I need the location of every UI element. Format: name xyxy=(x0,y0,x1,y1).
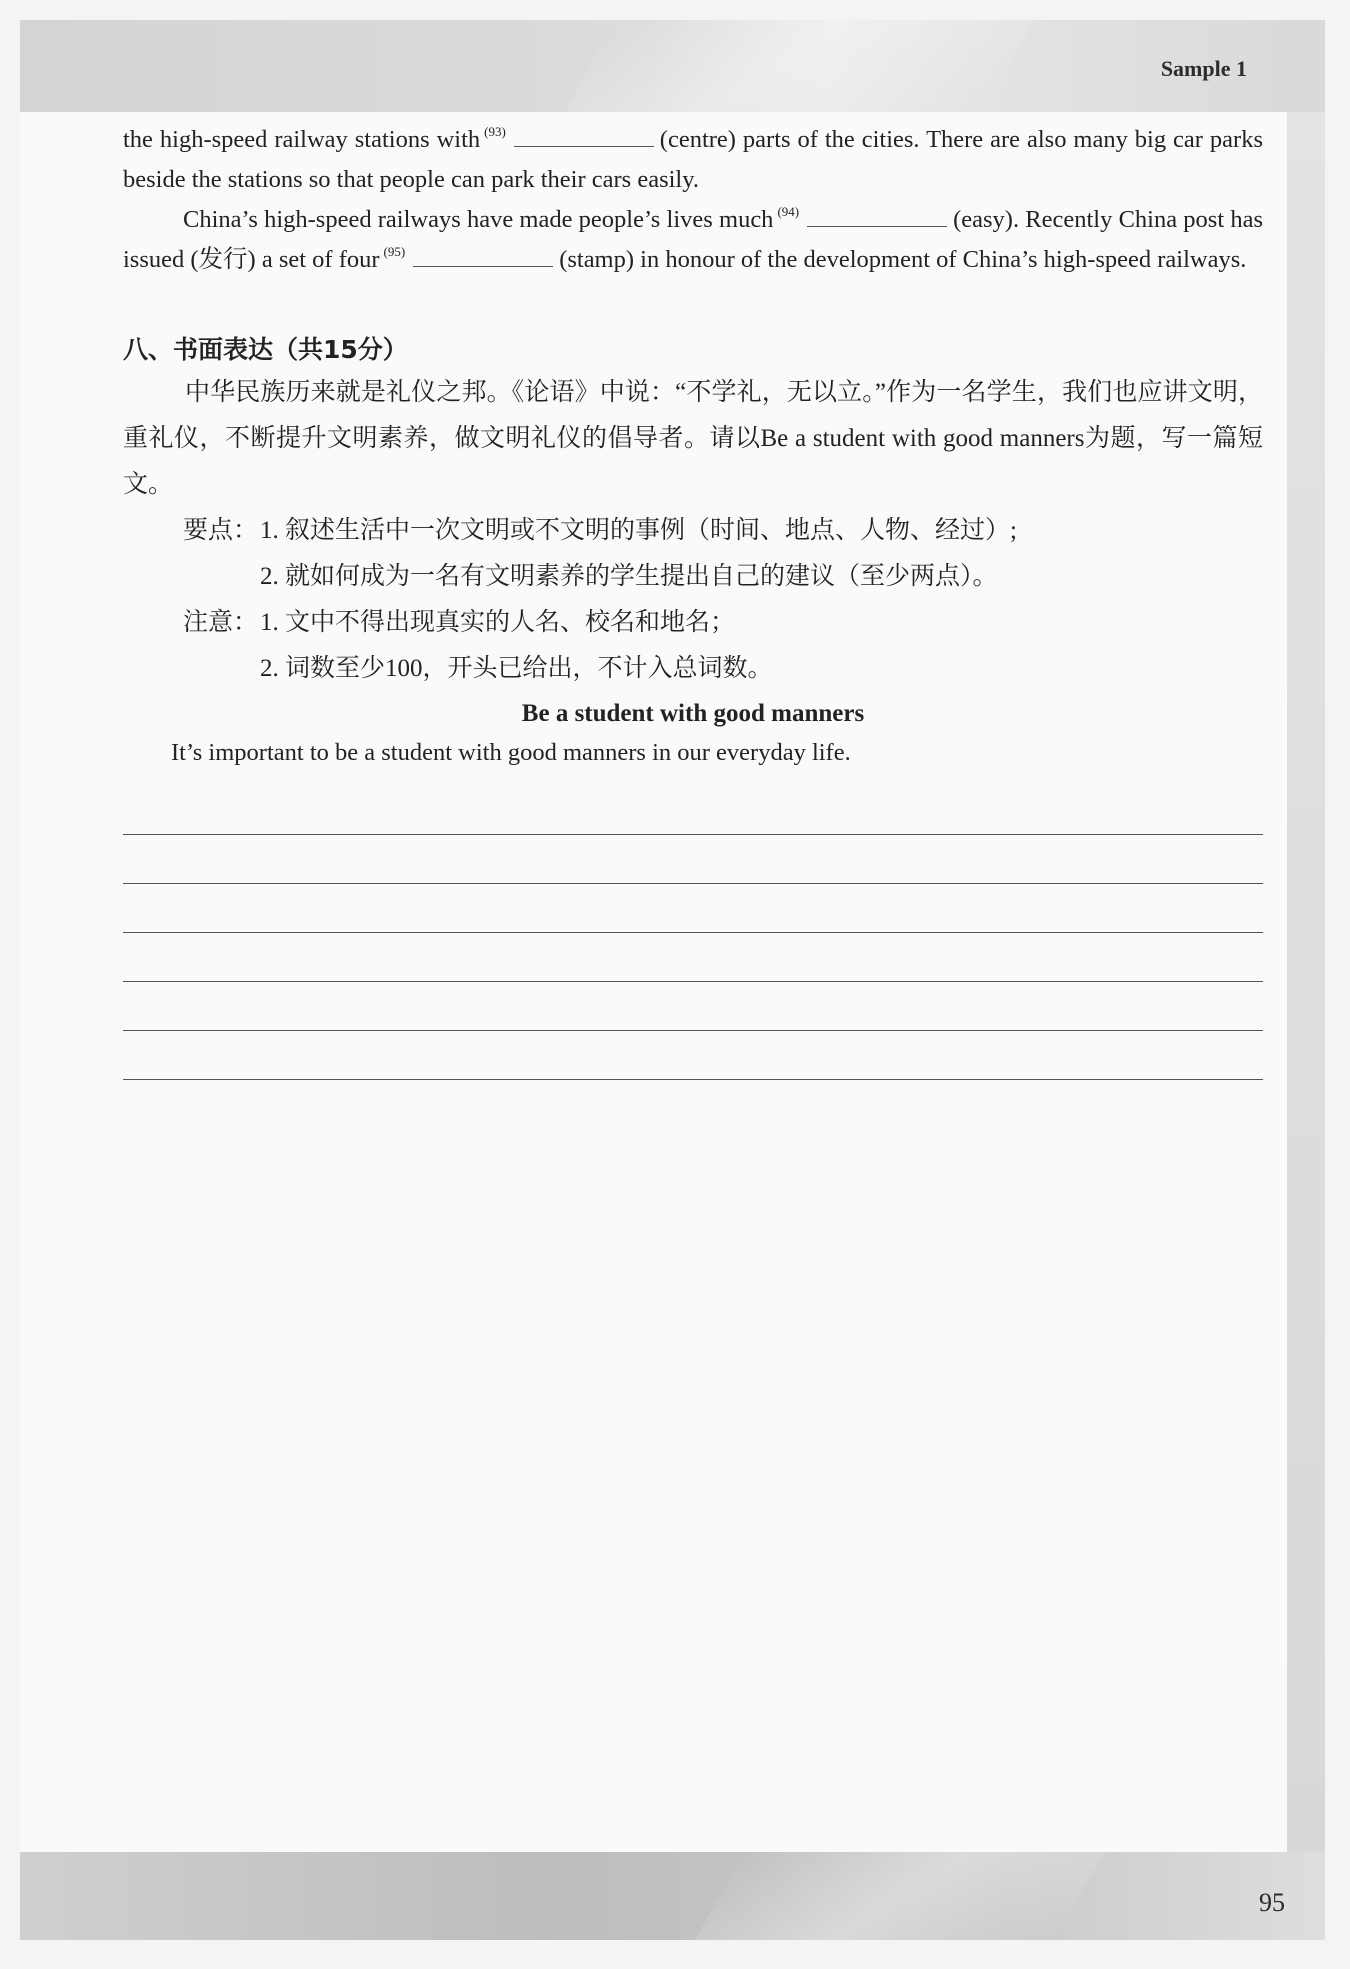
writing-line[interactable] xyxy=(123,835,1263,884)
requirement-row xyxy=(123,600,1263,646)
reading-text: (centre) parts of the cities. There are also many big car parks beside the stations so that people can park their cars easily. xyxy=(123,126,1263,193)
notes-label: 注意： xyxy=(183,609,259,636)
running-head: Sample 1 xyxy=(1160,56,1247,81)
requirement-row xyxy=(123,554,1263,600)
writing-line[interactable] xyxy=(123,884,1263,933)
reading-text: (stamp) in honour of the development of China’s high-speed railways. xyxy=(559,246,1247,273)
writing-line[interactable] xyxy=(123,786,1263,835)
writing-requirements xyxy=(123,508,1263,692)
reading-text: China’s high-speed railways have made people’s lives much xyxy=(183,206,774,233)
question-number-93: (93) xyxy=(484,124,506,139)
section-heading: 八、书面表达（共15分） xyxy=(123,335,408,364)
reading-text: the high-speed railway stations with xyxy=(123,126,481,153)
answer-blank-93[interactable] xyxy=(514,124,654,147)
right-margin-band xyxy=(1287,112,1325,1872)
point-1: 1. 叙述生活中一次文明或不文明的事例（时间、地点、人物、经过）; xyxy=(260,517,1017,544)
writing-line[interactable] xyxy=(123,982,1263,1031)
page-number: 95 xyxy=(1259,1888,1285,1917)
point-2: 2. 就如何成为一名有文明素养的学生提出自己的建议（至少两点）。 xyxy=(260,563,998,590)
writing-prompt: 中华民族历来就是礼仪之邦。《论语》中说：“不学礼，无以立。”作为一名学生，我们也应讲文明，重礼仪，不断提升文明素养，做文明礼仪的倡导者。请以Be a student with good manners为题，写一篇短文。 xyxy=(123,379,1263,498)
essay-title: Be a student with good manners xyxy=(521,700,865,727)
answer-blank-95[interactable] xyxy=(413,244,553,267)
writing-line[interactable] xyxy=(123,1031,1263,1080)
answer-blank-94[interactable] xyxy=(807,204,947,227)
reading-paragraph-2 xyxy=(123,200,1263,280)
footer-decoration xyxy=(695,1852,1106,1940)
points-label: 要点： xyxy=(183,517,259,544)
header-decoration xyxy=(566,20,1035,112)
reading-text: (easy). Recently China post has issued (发行) a set of four xyxy=(123,206,1263,273)
essay-opening: It’s important to be a student with good manners in our everyday life. xyxy=(171,739,851,766)
header-band xyxy=(20,20,1325,112)
note-1: 1. 文中不得出现真实的人名、校名和地名； xyxy=(260,609,736,636)
footer-band xyxy=(20,1852,1325,1940)
note-2: 2. 词数至少100，开头已给出，不计入总词数。 xyxy=(260,655,773,682)
requirement-row xyxy=(123,646,1263,692)
page xyxy=(20,20,1325,1940)
writing-area[interactable] xyxy=(123,786,1263,1080)
page-content xyxy=(123,120,1263,1080)
reading-paragraph-1 xyxy=(123,120,1263,200)
writing-line[interactable] xyxy=(123,933,1263,982)
question-number-95: (95) xyxy=(383,244,406,259)
requirement-row xyxy=(123,508,1263,554)
question-number-94: (94) xyxy=(777,204,800,219)
